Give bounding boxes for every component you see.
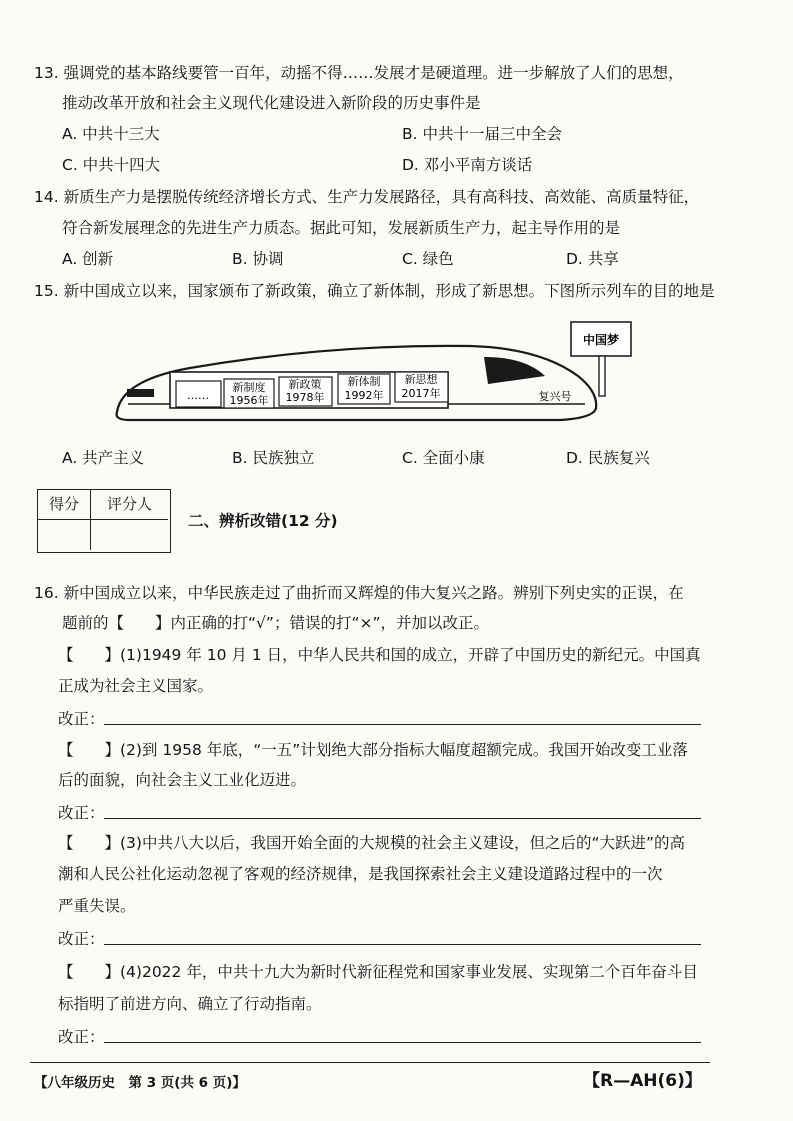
score-label: 得分 xyxy=(48,495,79,513)
sign-label: 中国梦 xyxy=(582,333,620,347)
train-car-3-label: 新体制 xyxy=(347,375,381,388)
q16-statement-3-line1: 【 】(3)中共八大以后，我国开始全面的大规模的社会主义建设，但之后的“大跃进”的高 xyxy=(58,834,686,852)
q13-option-d: D. 邓小平南方谈话 xyxy=(402,156,533,174)
correction-label-4: 改正： xyxy=(58,1028,105,1046)
score-table xyxy=(37,489,171,553)
footer-code: 【R—AH(6)】 xyxy=(583,1071,702,1091)
q15-option-d: D. 民族复兴 xyxy=(566,449,650,467)
train-car-4-year: 2017年 xyxy=(401,387,441,400)
q16-statement-4-line1: 【 】(4)2022 年，中共十九大为新时代新征程党和国家事业发展、实现第二个百年奋斗目 xyxy=(58,963,698,981)
q14-option-c: C. 绿色 xyxy=(402,250,454,268)
q14-option-b: B. 协调 xyxy=(232,250,284,268)
q15-option-a: A. 共产主义 xyxy=(62,449,145,467)
q16-statement-4-line2: 标指明了前进方向、确立了行动指南。 xyxy=(58,995,322,1013)
q14-option-d: D. 共享 xyxy=(566,250,619,268)
train-name: 复兴号 xyxy=(538,390,572,403)
q15-stem: 15. 新中国成立以来，国家颁布了新政策，确立了新体制，形成了新思想。下图所示列车的目的地是 xyxy=(34,282,715,300)
q16-statement-1-line1: 【 】(1)1949 年 10 月 1 日，中华人民共和国的成立，开辟了中国历史的新纪元。中国真 xyxy=(58,646,701,664)
train-car-3-year: 1992年 xyxy=(344,389,384,402)
q13-stem-line2: 推动改革开放和社会主义现代化建设进入新阶段的历史事件是 xyxy=(62,94,481,112)
train-car-2-year: 1978年 xyxy=(285,391,325,404)
q14-option-a: A. 创新 xyxy=(62,250,114,268)
train-car-4-label: 新思想 xyxy=(404,373,438,386)
q16-statement-2-line2: 后的面貌，向社会主义工业化迈进。 xyxy=(58,771,307,789)
section2-title: 二、辨析改错(12 分) xyxy=(188,512,338,530)
q15-option-c: C. 全面小康 xyxy=(402,449,485,467)
q16-statement-2-line1: 【 】(2)到 1958 年底，“一五”计划绝大部分指标大幅度超额完成。我国开始改变工业落 xyxy=(58,741,688,759)
q13-option-b: B. 中共十一届三中全会 xyxy=(402,125,562,143)
q16-stem-line2: 题前的【 】内正确的打“√”；错误的打“×”，并加以改正。 xyxy=(62,614,489,632)
correction-line-4[interactable] xyxy=(104,1042,701,1043)
q16-statement-3-line2: 潮和人民公社化运动忽视了客观的经济规律，是我国探索社会主义建设道路过程中的一次 xyxy=(58,865,663,883)
q15-option-b: B. 民族独立 xyxy=(232,449,315,467)
q14-stem-line2: 符合新发展理念的先进生产力质态。据此可知，发展新质生产力，起主导作用的是 xyxy=(62,219,621,237)
q13-option-a: A. 中共十三大 xyxy=(62,125,160,143)
train-car-2-label: 新政策 xyxy=(288,378,322,391)
correction-line-3[interactable] xyxy=(104,944,701,945)
train-rear-light xyxy=(127,389,154,397)
correction-line-2[interactable] xyxy=(104,818,701,819)
q16-statement-3-line3: 严重失误。 xyxy=(58,897,136,915)
q13-stem-line1: 13. 强调党的基本路线要管一百年，动摇不得……发展才是硬道理。进一步解放了人们的思想， xyxy=(34,64,684,82)
q16-stem-line1: 16. 新中国成立以来，中华民族走过了曲折而又辉煌的伟大复兴之路。辨别下列史实的正误，在 xyxy=(34,584,684,602)
q13-option-c: C. 中共十四大 xyxy=(62,156,161,174)
correction-line-1[interactable] xyxy=(104,724,701,725)
correction-label-1: 改正： xyxy=(58,710,105,728)
footer-rule xyxy=(30,1062,710,1063)
train-car-dots: …… xyxy=(187,389,209,402)
train-car-1-label: 新制度 xyxy=(232,381,266,394)
correction-label-3: 改正： xyxy=(58,930,105,948)
train-car-1-year: 1956年 xyxy=(229,394,269,407)
grader-label: 评分人 xyxy=(106,495,152,513)
correction-label-2: 改正： xyxy=(58,804,105,822)
footer-page-info: 【八年级历史 第 3 页(共 6 页)】 xyxy=(34,1075,246,1091)
train-body xyxy=(117,346,597,420)
q16-statement-1-line2: 正成为社会主义国家。 xyxy=(58,677,214,695)
q14-stem-line1: 14. 新质生产力是摆脱传统经济增长方式、生产力发展路径，具有高科技、高效能、高质量特征， xyxy=(34,188,700,206)
